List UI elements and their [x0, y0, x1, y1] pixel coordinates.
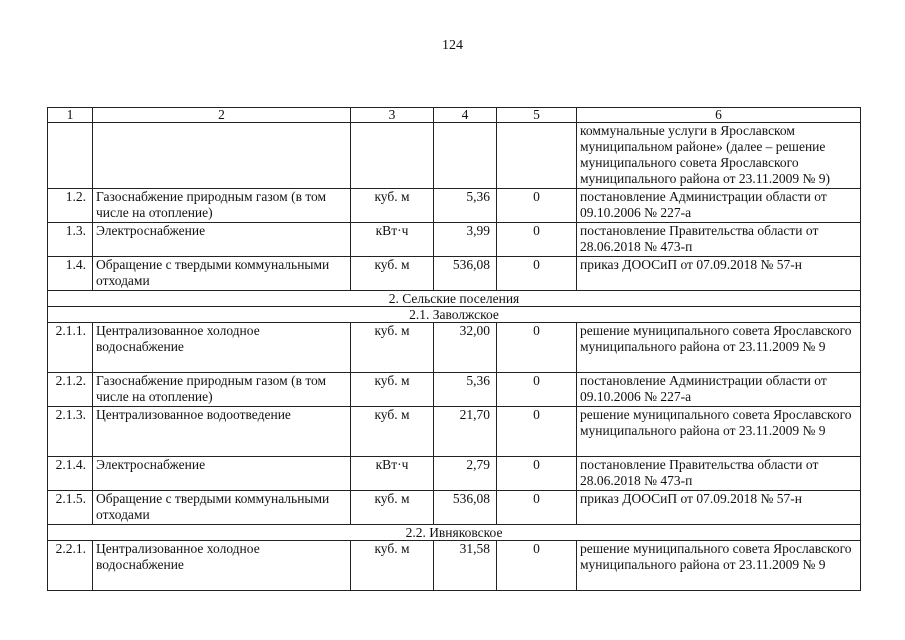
- service-name: Обращение с твердыми коммунальными отходами: [93, 257, 351, 291]
- row-number: 2.2.1.: [48, 541, 93, 591]
- legal-basis: решение муниципального совета Ярославского муниципального района от 23.11.2009 № 9: [577, 541, 861, 591]
- legal-basis: решение муниципального совета Ярославского муниципального района от 23.11.2009 № 9: [577, 407, 861, 457]
- table-row: [48, 323, 861, 373]
- row-number: 2.1.2.: [48, 373, 93, 407]
- legal-basis: постановление Правительства области от 28.06.2018 № 473-п: [577, 457, 861, 491]
- header-cell: 3: [351, 108, 434, 123]
- unit: куб. м: [351, 407, 434, 457]
- extra-value: 0: [497, 491, 577, 525]
- table-row: [48, 257, 861, 291]
- row-number: 2.1.5.: [48, 491, 93, 525]
- unit: куб. м: [351, 323, 434, 373]
- service-name: Газоснабжение природным газом (в том числе на отопление): [93, 373, 351, 407]
- legal-basis: решение муниципального совета Ярославского муниципального района от 23.11.2009 № 9: [577, 323, 861, 373]
- row-number: 2.1.3.: [48, 407, 93, 457]
- legal-basis: коммунальные услуги в Ярославском муниципальном районе» (далее – решение муниципального совета Ярославского муниципального района от 23.11.2009 № 9): [577, 123, 861, 189]
- header-row: [48, 108, 861, 123]
- header-cell: 6: [577, 108, 861, 123]
- row-number: 1.3.: [48, 223, 93, 257]
- norm-value: 5,36: [434, 189, 497, 223]
- section-title: 2.1. Заволжское: [48, 307, 861, 323]
- unit: куб. м: [351, 541, 434, 591]
- norm-value: 536,08: [434, 257, 497, 291]
- legal-basis: приказ ДООСиП от 07.09.2018 № 57-н: [577, 491, 861, 525]
- norm-value: [434, 123, 497, 189]
- unit: [351, 123, 434, 189]
- legal-basis: постановление Администрации области от 09.10.2006 № 227-а: [577, 373, 861, 407]
- unit: куб. м: [351, 257, 434, 291]
- header-cell: 4: [434, 108, 497, 123]
- table-row: [48, 491, 861, 525]
- section-row: [48, 291, 861, 307]
- section-title: 2. Сельские поселения: [48, 291, 861, 307]
- table-row: [48, 373, 861, 407]
- table-row: [48, 407, 861, 457]
- table-row: [48, 457, 861, 491]
- row-number: 2.1.1.: [48, 323, 93, 373]
- table-row: [48, 189, 861, 223]
- extra-value: 0: [497, 223, 577, 257]
- norm-value: 32,00: [434, 323, 497, 373]
- tariff-table: [47, 107, 861, 591]
- header-cell: 5: [497, 108, 577, 123]
- unit: кВт·ч: [351, 457, 434, 491]
- section-row: [48, 307, 861, 323]
- service-name: Электроснабжение: [93, 223, 351, 257]
- extra-value: 0: [497, 257, 577, 291]
- extra-value: 0: [497, 457, 577, 491]
- norm-value: 5,36: [434, 373, 497, 407]
- norm-value: 21,70: [434, 407, 497, 457]
- table-row: [48, 541, 861, 591]
- extra-value: 0: [497, 189, 577, 223]
- extra-value: 0: [497, 373, 577, 407]
- unit: куб. м: [351, 189, 434, 223]
- service-name: Газоснабжение природным газом (в том числе на отопление): [93, 189, 351, 223]
- service-name: Централизованное водоотведение: [93, 407, 351, 457]
- extra-value: 0: [497, 407, 577, 457]
- header-cell: 1: [48, 108, 93, 123]
- extra-value: 0: [497, 541, 577, 591]
- service-name: [93, 123, 351, 189]
- service-name: Централизованное холодное водоснабжение: [93, 541, 351, 591]
- unit: куб. м: [351, 373, 434, 407]
- page-number: 124: [442, 38, 463, 53]
- row-number: 2.1.4.: [48, 457, 93, 491]
- section-row: [48, 525, 861, 541]
- unit: кВт·ч: [351, 223, 434, 257]
- norm-value: 2,79: [434, 457, 497, 491]
- service-name: Обращение с твердыми коммунальными отходами: [93, 491, 351, 525]
- table-row: [48, 123, 861, 189]
- legal-basis: постановление Администрации области от 09.10.2006 № 227-а: [577, 189, 861, 223]
- row-number: [48, 123, 93, 189]
- row-number: 1.2.: [48, 189, 93, 223]
- extra-value: [497, 123, 577, 189]
- table-row: [48, 223, 861, 257]
- legal-basis: приказ ДООСиП от 07.09.2018 № 57-н: [577, 257, 861, 291]
- norm-value: 31,58: [434, 541, 497, 591]
- row-number: 1.4.: [48, 257, 93, 291]
- norm-value: 536,08: [434, 491, 497, 525]
- service-name: Электроснабжение: [93, 457, 351, 491]
- norm-value: 3,99: [434, 223, 497, 257]
- unit: куб. м: [351, 491, 434, 525]
- service-name: Централизованное холодное водоснабжение: [93, 323, 351, 373]
- header-cell: 2: [93, 108, 351, 123]
- section-title: 2.2. Ивняковское: [48, 525, 861, 541]
- extra-value: 0: [497, 323, 577, 373]
- legal-basis: постановление Правительства области от 28.06.2018 № 473-п: [577, 223, 861, 257]
